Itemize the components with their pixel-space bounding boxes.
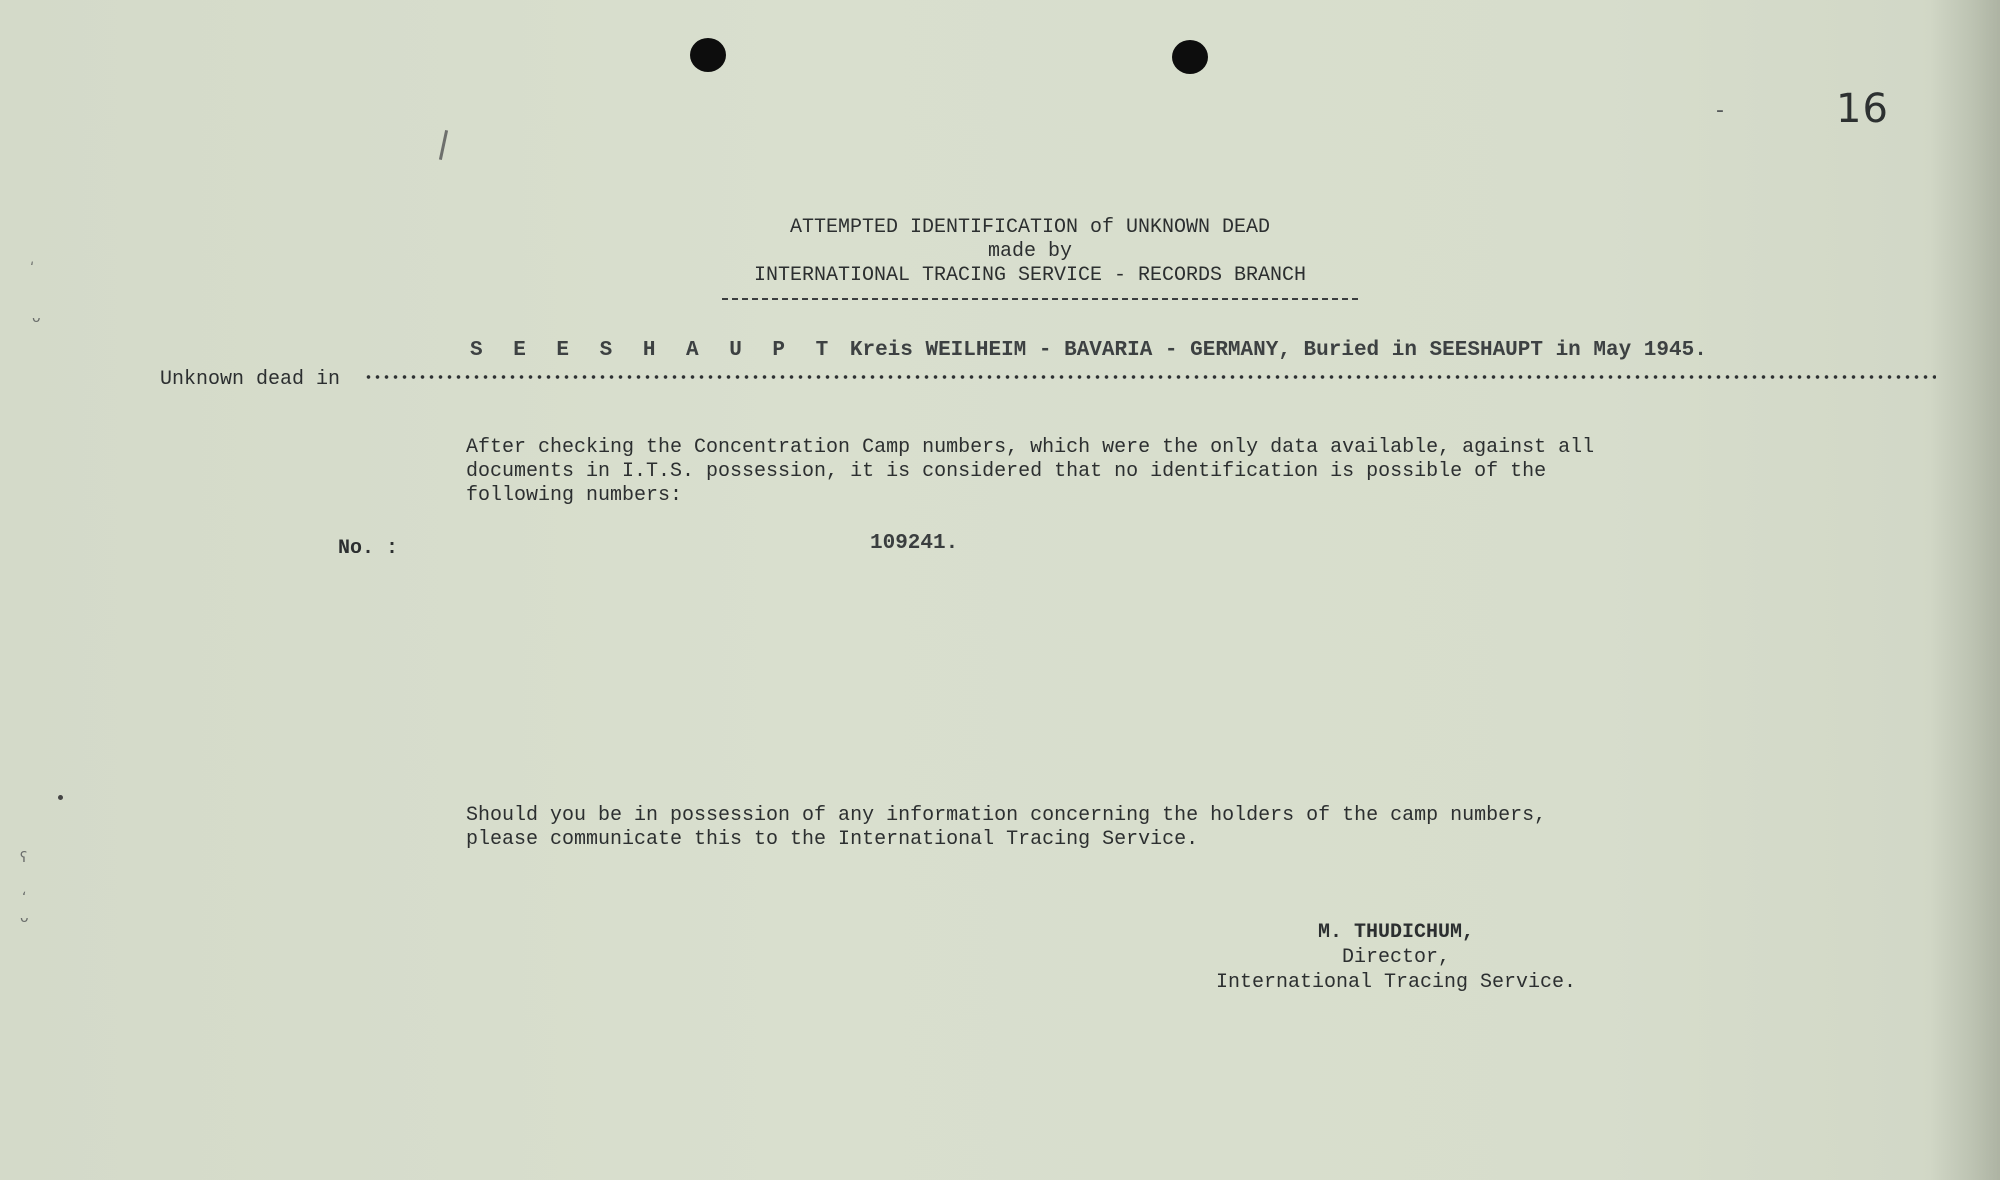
location-line bbox=[470, 339, 1707, 362]
punch-hole-left bbox=[690, 38, 726, 72]
title-underline bbox=[722, 298, 1358, 300]
margin-mark: ʻ bbox=[22, 890, 27, 906]
signature-block bbox=[1196, 920, 1596, 995]
checking-paragraph: After checking the Concentration Camp numbers, which were the only data available, against all documents in I.T.S. possession, it is considered that no identification is possible of the following numbers: bbox=[466, 436, 1595, 507]
margin-mark: ᴗ bbox=[20, 910, 29, 926]
margin-mark: ͵ bbox=[30, 250, 34, 266]
speck bbox=[58, 795, 63, 800]
location-place: S E E S H A U P T bbox=[470, 339, 838, 362]
punch-hole-right bbox=[1172, 40, 1208, 74]
document-title bbox=[600, 216, 1460, 288]
page-number-dash: - bbox=[1716, 98, 1724, 123]
signatory-name: M. THUDICHUM, bbox=[1317, 921, 1475, 944]
page-edge-shadow bbox=[1930, 0, 2000, 1180]
camp-number: 109241. bbox=[870, 532, 959, 555]
pencil-mark bbox=[439, 130, 448, 160]
request-paragraph: Should you be in possession of any information concerning the holders of the camp numbers, please communicate this to the International Tracing Service. bbox=[466, 804, 1547, 851]
page-number: 16 bbox=[1836, 86, 1889, 132]
signatory-title: Director, bbox=[1341, 946, 1451, 969]
margin-mark: ʕ bbox=[20, 850, 28, 866]
title-line-2: made by bbox=[987, 240, 1072, 263]
title-line-3: INTERNATIONAL TRACING SERVICE - RECORDS BRANCH bbox=[753, 264, 1307, 287]
location-details: Kreis WEILHEIM - BAVARIA - GERMANY, Buried in SEESHAUPT in May 1945. bbox=[849, 339, 1707, 362]
dotted-leader-line bbox=[364, 375, 1936, 379]
number-label: No. : bbox=[338, 537, 399, 560]
unknown-dead-label: Unknown dead in bbox=[160, 368, 341, 391]
title-line-1: ATTEMPTED IDENTIFICATION of UNKNOWN DEAD bbox=[789, 216, 1271, 239]
margin-mark: ᴗ bbox=[32, 310, 41, 326]
signatory-organization: International Tracing Service. bbox=[1215, 971, 1577, 994]
